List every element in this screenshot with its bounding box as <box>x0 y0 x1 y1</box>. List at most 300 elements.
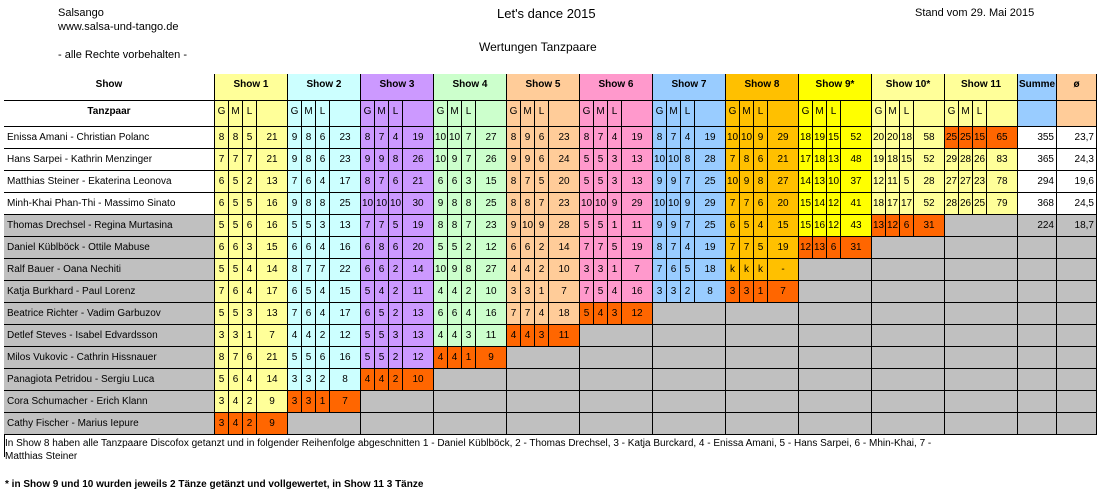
sum-cell: 294 <box>1018 171 1057 193</box>
show-total-cell: 21 <box>257 347 288 369</box>
score-cell: 6 <box>229 369 243 391</box>
score-cell: 6 <box>215 237 229 259</box>
score-cell: 5 <box>361 281 375 303</box>
sub-header: M <box>594 101 608 127</box>
empty-cell <box>872 281 945 303</box>
score-cell: 5 <box>215 259 229 281</box>
score-cell: 8 <box>740 149 754 171</box>
empty-cell <box>288 413 361 435</box>
score-cell: 3 <box>288 369 302 391</box>
sub-header: G <box>726 101 740 127</box>
score-cell: 2 <box>462 281 476 303</box>
score-cell: 10 <box>594 193 608 215</box>
score-cell: 4 <box>229 391 243 413</box>
score-cell: 5 <box>580 303 594 325</box>
score-cell: 15 <box>799 215 813 237</box>
couple-name[interactable]: Enissa Amani - Christian Polanc <box>4 127 215 149</box>
score-cell: 8 <box>507 127 521 149</box>
score-cell: 4 <box>389 127 403 149</box>
score-cell: 9 <box>535 215 549 237</box>
show-total-cell: 13 <box>403 303 434 325</box>
score-cell: 3 <box>215 325 229 347</box>
show-total-cell: 16 <box>257 215 288 237</box>
score-cell: k <box>754 259 768 281</box>
show-total-cell: 28 <box>914 171 945 193</box>
show-total-cell: 13 <box>622 171 653 193</box>
show-total-cell: 15 <box>330 281 361 303</box>
score-cell: k <box>726 259 740 281</box>
show-total-cell: 79 <box>987 193 1018 215</box>
avg-cell <box>1057 325 1097 347</box>
score-cell: 15 <box>827 127 841 149</box>
show-total-cell: 21 <box>257 127 288 149</box>
score-cell: 10 <box>667 193 681 215</box>
score-cell: 8 <box>361 171 375 193</box>
show-total-cell: 14 <box>257 259 288 281</box>
couple-name[interactable]: Matthias Steiner - Ekaterina Leonova <box>4 171 215 193</box>
empty-cell <box>945 369 1018 391</box>
score-cell: 7 <box>462 149 476 171</box>
show-total-cell: 65 <box>987 127 1018 149</box>
score-cell: 5 <box>594 281 608 303</box>
show-total-cell: 23 <box>330 127 361 149</box>
empty-cell <box>872 237 945 259</box>
show-total-cell: 27 <box>476 127 507 149</box>
show-header: Show 4 <box>434 74 507 101</box>
show-total-cell: 16 <box>257 193 288 215</box>
score-cell: 5 <box>229 171 243 193</box>
score-cell: 3 <box>580 259 594 281</box>
empty-cell <box>361 413 434 435</box>
show-total-cell: 16 <box>330 237 361 259</box>
couple-name[interactable]: Thomas Drechsel - Regina Murtasina <box>4 215 215 237</box>
score-cell: 2 <box>243 391 257 413</box>
score-cell: 6 <box>754 193 768 215</box>
show-total-cell: 52 <box>914 149 945 171</box>
score-cell: 6 <box>900 215 914 237</box>
show-total-cell: 58 <box>914 127 945 149</box>
avg-cell <box>1057 391 1097 413</box>
score-cell: 8 <box>521 193 535 215</box>
score-cell: 6 <box>389 237 403 259</box>
show-total-cell: 19 <box>768 237 799 259</box>
empty-cell <box>653 303 726 325</box>
score-cell: 5 <box>375 303 389 325</box>
score-cell: 3 <box>726 281 740 303</box>
empty-cell <box>580 369 653 391</box>
score-cell: 9 <box>507 149 521 171</box>
sum-cell <box>1018 391 1057 413</box>
show-total-cell: 21 <box>768 149 799 171</box>
score-cell: 9 <box>740 171 754 193</box>
avg-subheader <box>1057 101 1097 127</box>
score-cell: 5 <box>229 193 243 215</box>
sub-header <box>768 101 799 127</box>
score-cell: 2 <box>681 281 695 303</box>
score-cell: 5 <box>288 347 302 369</box>
sub-header: G <box>945 101 959 127</box>
avg-cell: 24,5 <box>1057 193 1097 215</box>
score-cell: 5 <box>754 237 768 259</box>
score-cell: 25 <box>973 193 987 215</box>
score-cell: 11 <box>886 171 900 193</box>
show-total-cell: 13 <box>330 215 361 237</box>
show-total-cell: 12 <box>622 303 653 325</box>
score-cell: 13 <box>872 215 886 237</box>
score-cell: 7 <box>288 303 302 325</box>
score-cell: 6 <box>726 215 740 237</box>
show-total-cell: 29 <box>695 193 726 215</box>
score-cell: 15 <box>973 127 987 149</box>
avg-cell <box>1057 303 1097 325</box>
score-cell: 27 <box>959 171 973 193</box>
sub-header: M <box>813 101 827 127</box>
empty-cell <box>799 303 872 325</box>
empty-cell <box>945 391 1018 413</box>
sub-header: M <box>375 101 389 127</box>
score-cell: 26 <box>959 193 973 215</box>
page-title: Let's dance 2015 <box>497 6 596 21</box>
org-name: Salsango <box>58 7 104 19</box>
score-cell: 9 <box>434 193 448 215</box>
score-cell: 5 <box>375 325 389 347</box>
show-total-cell: 15 <box>768 215 799 237</box>
score-cell: 10 <box>726 171 740 193</box>
score-cell: 7 <box>580 281 594 303</box>
couple-header-label: Tanzpaar <box>4 101 215 127</box>
score-cell: 7 <box>375 127 389 149</box>
score-cell: 15 <box>799 193 813 215</box>
couple-name[interactable]: Hans Sarpei - Kathrin Menzinger <box>4 149 215 171</box>
score-cell: 7 <box>375 215 389 237</box>
show-total-cell: 83 <box>987 149 1018 171</box>
score-cell: 5 <box>580 215 594 237</box>
score-cell: 7 <box>535 193 549 215</box>
score-cell: 4 <box>507 259 521 281</box>
score-cell: 7 <box>594 237 608 259</box>
score-cell: 7 <box>681 171 695 193</box>
score-cell: 4 <box>375 369 389 391</box>
score-cell: 8 <box>462 193 476 215</box>
score-cell: 5 <box>740 215 754 237</box>
score-cell: 10 <box>580 193 594 215</box>
score-cell: 6 <box>288 281 302 303</box>
couple-name[interactable]: Ralf Bauer - Oana Nechiti <box>4 259 215 281</box>
show-header: Show 8 <box>726 74 799 101</box>
score-cell: 5 <box>288 215 302 237</box>
score-cell: 17 <box>886 193 900 215</box>
empty-cell <box>872 369 945 391</box>
score-cell: 5 <box>215 369 229 391</box>
score-cell: 17 <box>900 193 914 215</box>
show-total-cell: 25 <box>695 215 726 237</box>
score-cell: 29 <box>945 149 959 171</box>
show-total-cell: 41 <box>841 193 872 215</box>
score-cell: 5 <box>375 347 389 369</box>
show-total-cell: 13 <box>257 171 288 193</box>
score-cell: 7 <box>740 237 754 259</box>
score-cell: 3 <box>608 303 622 325</box>
score-cell: 18 <box>799 127 813 149</box>
score-cell: 9 <box>681 193 695 215</box>
score-cell: 5 <box>594 171 608 193</box>
score-cell: 25 <box>945 127 959 149</box>
sub-header <box>622 101 653 127</box>
avg-cell <box>1057 369 1097 391</box>
score-cell: 5 <box>229 303 243 325</box>
score-cell: 3 <box>594 259 608 281</box>
score-cell: 4 <box>681 127 695 149</box>
show-total-cell: 27 <box>476 259 507 281</box>
score-cell: 8 <box>462 259 476 281</box>
show-total-cell: 10 <box>403 369 434 391</box>
show-total-cell: 29 <box>622 193 653 215</box>
couple-name[interactable]: Beatrice Richter - Vadim Garbuzov <box>4 303 215 325</box>
couple-name[interactable]: Milos Vukovic - Cathrin Hissnauer <box>4 347 215 369</box>
sub-header: L <box>754 101 768 127</box>
sub-header: M <box>521 101 535 127</box>
show-total-cell: 26 <box>403 149 434 171</box>
show-header: Show 7 <box>653 74 726 101</box>
avg-cell <box>1057 281 1097 303</box>
show-total-cell: 13 <box>622 149 653 171</box>
score-cell: 6 <box>302 303 316 325</box>
couple-name[interactable]: Detlef Steves - Isabel Edvardsson <box>4 325 215 347</box>
show-total-cell: 23 <box>330 149 361 171</box>
show-total-cell: 13 <box>257 303 288 325</box>
show-total-cell: 16 <box>330 347 361 369</box>
score-cell: 3 <box>740 281 754 303</box>
score-cell: 7 <box>726 149 740 171</box>
score-cell: 7 <box>726 193 740 215</box>
score-cell: 4 <box>243 259 257 281</box>
score-cell: 8 <box>653 237 667 259</box>
score-cell: 6 <box>389 171 403 193</box>
score-cell: 9 <box>507 215 521 237</box>
empty-cell <box>653 413 726 435</box>
couple-name[interactable]: Cathy Fischer - Marius Iepure <box>4 413 215 435</box>
sub-header <box>403 101 434 127</box>
show-total-cell: 11 <box>549 325 580 347</box>
footnote-show8: In Show 8 haben alle Tanzpaare Discofox getanzt und in folgender Reihenfolge abgeschnitten 1 - Daniel Küblböck, 2 - Thomas Drechsel, 3 - Katja Burckard, 4 - Enissa Amani, 5 - Hans Sarpei, 6 - Mhin-Khai, 7 - <box>5 438 932 449</box>
score-cell: 2 <box>316 369 330 391</box>
score-cell: 6 <box>361 303 375 325</box>
score-cell: 18 <box>886 149 900 171</box>
avg-cell <box>1057 413 1097 435</box>
score-cell: 8 <box>302 193 316 215</box>
score-cell: 4 <box>434 347 448 369</box>
score-cell: 7 <box>681 215 695 237</box>
avg-cell: 18,7 <box>1057 215 1097 237</box>
show-total-cell: 18 <box>695 259 726 281</box>
sum-cell <box>1018 237 1057 259</box>
score-cell: 10 <box>740 127 754 149</box>
score-cell: 9 <box>667 215 681 237</box>
show-total-cell: 7 <box>257 325 288 347</box>
score-cell: 10 <box>361 193 375 215</box>
sub-header: G <box>653 101 667 127</box>
show-total-cell: 11 <box>403 281 434 303</box>
score-cell: 6 <box>243 347 257 369</box>
sub-header: G <box>361 101 375 127</box>
show-total-cell: 23 <box>549 193 580 215</box>
score-cell: 5 <box>229 215 243 237</box>
empty-cell <box>872 391 945 413</box>
score-cell: 8 <box>302 127 316 149</box>
score-cell: 3 <box>302 391 316 413</box>
show-total-cell: 17 <box>330 303 361 325</box>
score-cell: 9 <box>361 149 375 171</box>
score-cell: 4 <box>316 171 330 193</box>
couple-name[interactable]: Daniel Küblböck - Ottile Mabuse <box>4 237 215 259</box>
website-link[interactable]: www.salsa-und-tango.de <box>58 21 179 33</box>
show-total-cell: 10 <box>476 281 507 303</box>
show-total-cell: 52 <box>914 193 945 215</box>
score-cell: 5 <box>243 127 257 149</box>
score-cell: 6 <box>448 171 462 193</box>
score-cell: 3 <box>462 325 476 347</box>
show-total-cell: 22 <box>330 259 361 281</box>
empty-cell <box>799 325 872 347</box>
show-total-cell: 13 <box>403 325 434 347</box>
show-total-cell: 19 <box>403 127 434 149</box>
score-cell: 9 <box>653 171 667 193</box>
score-cell: 3 <box>316 215 330 237</box>
sub-header: G <box>580 101 594 127</box>
couple-name[interactable]: Panagiota Petridou - Sergiu Luca <box>4 369 215 391</box>
show-total-cell: 11 <box>622 215 653 237</box>
score-cell: 6 <box>521 237 535 259</box>
empty-cell <box>872 303 945 325</box>
score-cell: 5 <box>681 259 695 281</box>
sub-header: G <box>872 101 886 127</box>
score-cell: 4 <box>229 413 243 435</box>
score-cell: 3 <box>535 325 549 347</box>
show-total-cell: 19 <box>403 215 434 237</box>
show-total-cell: 17 <box>257 281 288 303</box>
score-cell: 6 <box>361 237 375 259</box>
score-cell: 2 <box>389 281 403 303</box>
show-total-cell: 27 <box>768 171 799 193</box>
score-cell: 3 <box>608 171 622 193</box>
score-cell: 6 <box>507 237 521 259</box>
show-total-cell: 28 <box>695 149 726 171</box>
score-cell: 6 <box>448 303 462 325</box>
empty-cell <box>507 347 580 369</box>
score-cell: 25 <box>959 127 973 149</box>
show-total-cell: 20 <box>549 171 580 193</box>
sub-header <box>841 101 872 127</box>
show-total-cell: 52 <box>841 127 872 149</box>
show-total-cell: 28 <box>549 215 580 237</box>
score-cell: 8 <box>580 127 594 149</box>
show-total-cell: 26 <box>476 149 507 171</box>
sub-header: G <box>507 101 521 127</box>
couple-name[interactable]: Minh-Khai Phan-Thi - Massimo Sinato <box>4 193 215 215</box>
score-cell: 5 <box>215 215 229 237</box>
score-cell: 7 <box>361 215 375 237</box>
score-cell: 16 <box>813 215 827 237</box>
score-cell: 4 <box>243 369 257 391</box>
show-total-cell: 19 <box>695 237 726 259</box>
score-cell: 8 <box>361 127 375 149</box>
score-cell: 4 <box>608 127 622 149</box>
show-header: Show 9* <box>799 74 872 101</box>
score-cell: 4 <box>448 347 462 369</box>
score-cell: 10 <box>521 215 535 237</box>
show-total-cell: 25 <box>330 193 361 215</box>
sub-header: L <box>316 101 330 127</box>
score-cell: 1 <box>608 259 622 281</box>
couple-name[interactable]: Katja Burkhard - Paul Lorenz <box>4 281 215 303</box>
empty-cell <box>726 413 799 435</box>
sum-cell <box>1018 259 1057 281</box>
score-cell: 10 <box>448 127 462 149</box>
show-total-cell: 8 <box>695 281 726 303</box>
show-total-cell: 15 <box>257 237 288 259</box>
score-cell: 9 <box>288 127 302 149</box>
sub-header <box>330 101 361 127</box>
empty-cell <box>726 391 799 413</box>
score-cell: 3 <box>507 281 521 303</box>
score-cell: 12 <box>799 237 813 259</box>
show-total-cell: - <box>768 259 799 281</box>
sub-header <box>695 101 726 127</box>
score-cell: 10 <box>653 193 667 215</box>
score-cell: 6 <box>667 259 681 281</box>
show-total-cell: 16 <box>622 281 653 303</box>
avg-cell: 23,7 <box>1057 127 1097 149</box>
score-cell: 2 <box>243 413 257 435</box>
sub-header: M <box>229 101 243 127</box>
score-cell: 9 <box>448 149 462 171</box>
sub-header: G <box>215 101 229 127</box>
score-cell: 1 <box>462 347 476 369</box>
score-cell: 4 <box>434 325 448 347</box>
score-cell: 5 <box>608 237 622 259</box>
score-cell: 9 <box>608 193 622 215</box>
show-total-cell: 7 <box>549 281 580 303</box>
score-cell: 1 <box>608 215 622 237</box>
score-cell: 4 <box>535 303 549 325</box>
score-cell: 20 <box>886 127 900 149</box>
score-cell: 6 <box>229 281 243 303</box>
score-cell: 7 <box>507 303 521 325</box>
score-cell: 10 <box>827 171 841 193</box>
score-cell: 6 <box>434 303 448 325</box>
show-header: Show 11 <box>945 74 1018 101</box>
empty-cell <box>580 347 653 369</box>
empty-cell <box>945 347 1018 369</box>
footnote-star: * in Show 9 und 10 wurden jeweils 2 Tänze getänzt und vollgewertet, in Show 11 3 Tänze <box>5 479 424 490</box>
score-cell: 4 <box>754 215 768 237</box>
score-cell: 3 <box>608 149 622 171</box>
empty-cell <box>872 259 945 281</box>
show-total-cell: 29 <box>768 127 799 149</box>
show-total-cell: 23 <box>549 127 580 149</box>
couple-name[interactable]: Cora Schumacher - Erich Klann <box>4 391 215 413</box>
show-total-cell: 12 <box>330 325 361 347</box>
show-total-cell: 17 <box>330 171 361 193</box>
score-cell: 5 <box>302 215 316 237</box>
score-cell: 15 <box>900 149 914 171</box>
sub-header <box>257 101 288 127</box>
score-cell: 5 <box>594 149 608 171</box>
score-cell: 1 <box>243 325 257 347</box>
score-cell: 5 <box>361 325 375 347</box>
sub-header: L <box>535 101 549 127</box>
show-header: Show 1 <box>215 74 288 101</box>
